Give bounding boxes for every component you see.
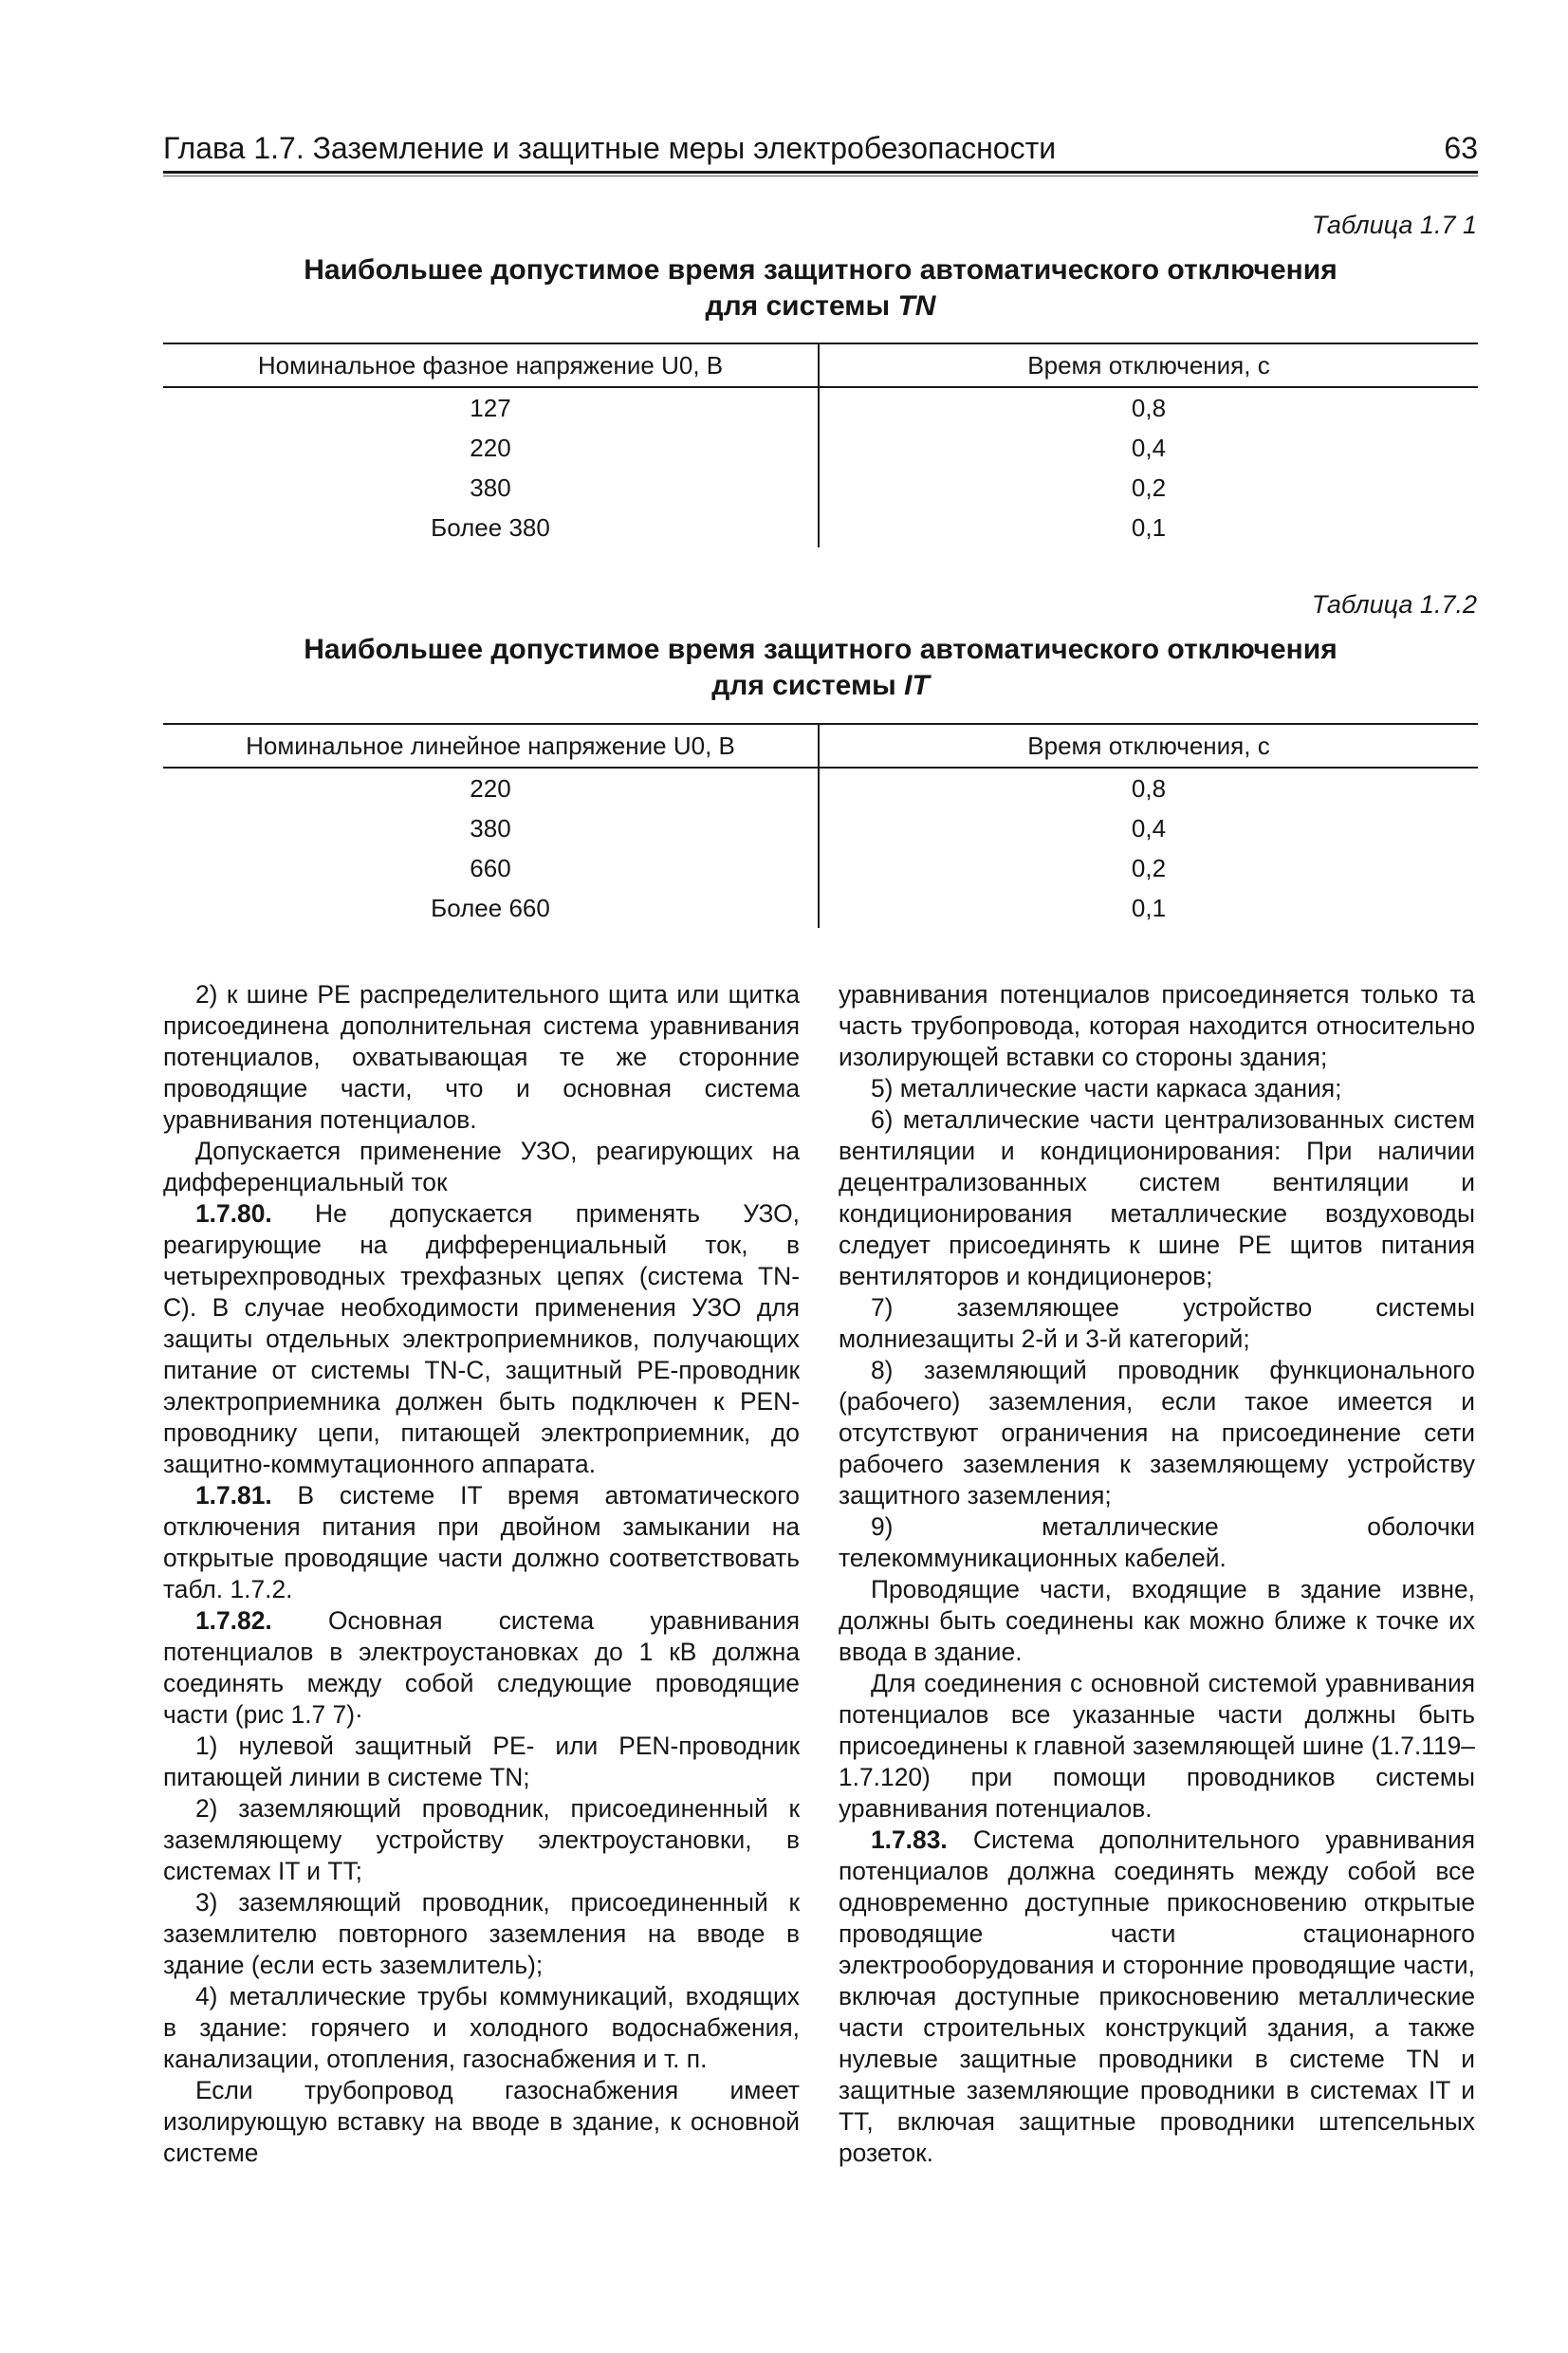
- paragraph: 1) нулевой защитный PE- или PEN-проводник питающей линии в системе TN;: [163, 1732, 800, 1791]
- paragraph: Допускается применение УЗО, реагирующих на дифференциальный ток: [163, 1137, 800, 1196]
- table1-title: [163, 252, 1478, 324]
- table1-caption: Таблица 1.7 1: [1311, 211, 1477, 239]
- paragraph: уравнивания потенциалов присоединяется только та часть трубопровода, которая находится относительно изолирующей вставки со стороны здания;: [839, 980, 1475, 1071]
- table-cell-voltage: 380: [163, 808, 819, 848]
- page-number: 63: [1444, 131, 1478, 165]
- table-row: [163, 888, 1478, 928]
- table2-title-prefix: для системы: [711, 670, 905, 701]
- paragraph: Если трубопровод газоснабжения имеет изолирующую вставку на вводе в здание, к основной системе: [163, 2076, 800, 2167]
- table-cell-time: 0,1: [1131, 893, 1167, 922]
- table-row: [163, 387, 1478, 428]
- table1-title-system: TN: [897, 290, 936, 322]
- table-cell-voltage: 660: [163, 848, 819, 888]
- table1-title-line2: [163, 288, 1478, 324]
- table2-title: [163, 632, 1478, 704]
- table2-title-line1: Наибольшее допустимое время защитного автоматического отключения: [304, 634, 1337, 665]
- paragraph: 4) металлические трубы коммуникаций, входящих в здание: горячего и холодного водоснабжения, канализации, отопления, газоснабжения и т. п.: [163, 1982, 800, 2073]
- paragraph: 2) заземляющий проводник, присоединенный к заземляющему устройству электроустановки, в системах IT и TT;: [163, 1794, 800, 1885]
- paragraph: 2) к шине PE распределительного щита или щитка присоединена дополнительная система уравнивания потенциалов, охватывающая те же сторонние проводящие части, что и основная система уравнивания потенциалов.: [163, 980, 800, 1134]
- clause-text: Система дополнительного уравнивания потенциалов должна соединять между собой все одновременно доступные прикосновению открытые проводящие части стационарного электрооборудования и сторонние проводящие части, включая доступные прикосновению металлические части строительных конструкций здания, а также нулевые защитные проводники в системе TN и защитные заземляющие проводники в системах IT и TT, включая защитные проводники штепсельных розеток.: [839, 1825, 1475, 2167]
- paragraph: 6) металлические части централизованных систем вентиляции и кондиционирования: При наличии децентрализованных систем вентиляции и кондиционирования металлические воздуховоды следует присоединять к шине PE щитов питания вентиляторов и кондиционеров;: [839, 1105, 1475, 1290]
- table-cell-time: 0,2: [1131, 853, 1167, 882]
- clause-text: В системе IT время автоматического отключения питания при двойном замыкании на открытые проводящие части должно соответствовать табл. 1.7.2.: [163, 1481, 800, 1603]
- paragraph: 3) заземляющий проводник, присоединенный к заземлителю повторного заземления на вводе в здание (если есть заземлитель);: [163, 1888, 800, 1979]
- table1-title-line1: Наибольшее допустимое время защитного автоматического отключения: [304, 254, 1337, 286]
- table2-header-row: [163, 724, 1478, 768]
- table2-title-line2: [163, 668, 1478, 704]
- table-cell-voltage: 220: [163, 428, 819, 468]
- clause-text: Основная система уравнивания потенциалов в электроустановках до 1 кВ должна соединять между собой следующие проводящие части (рис 1.7 7)·: [163, 1606, 800, 1729]
- table-row: [163, 468, 1478, 508]
- table-cell-time: 0,8: [1131, 393, 1167, 422]
- table-cell-time: 0,8: [1131, 773, 1167, 803]
- table-row: [163, 848, 1478, 888]
- table1: [163, 343, 1478, 547]
- clause-number: 1.7.83.: [871, 1825, 948, 1854]
- paragraph: Проводящие части, входящие в здание извне, должны быть соединены как можно ближе к точке их ввода в здание.: [839, 1575, 1475, 1666]
- chapter-title: Глава 1.7. Заземление и защитные меры электробезопасности: [163, 131, 1057, 165]
- table2-caption: Таблица 1.7.2: [1311, 590, 1477, 619]
- paragraph: 5) металлические части каркаса здания;: [871, 1074, 1342, 1102]
- table-cell-time: 0,4: [1131, 813, 1167, 843]
- table2: [163, 723, 1478, 928]
- body-column-left: [163, 979, 800, 2169]
- table1-title-prefix: для системы: [705, 290, 898, 322]
- table-row: [163, 768, 1478, 808]
- table-row: [163, 808, 1478, 848]
- table1-header-row: [163, 343, 1478, 387]
- table-cell-time: 0,1: [1131, 512, 1167, 542]
- table2-title-system: IT: [904, 670, 930, 701]
- clause-paragraph: [839, 1825, 1475, 2169]
- clause-paragraph: [163, 1605, 800, 1731]
- clause-paragraph: [163, 1480, 800, 1605]
- paragraph: 7) заземляющее устройство системы молниезащиты 2-й и 3-й категорий;: [839, 1293, 1475, 1353]
- table-row: [163, 508, 1478, 547]
- clause-number: 1.7.82.: [195, 1606, 272, 1635]
- table-cell-voltage: Более 660: [163, 888, 819, 928]
- table-cell-time: 0,4: [1131, 433, 1167, 462]
- paragraph: 8) заземляющий проводник функционального (рабочего) заземления, если такое имеется и отсутствуют ограничения на присоединение сети рабочего заземления к заземляющему устройству защитного заземления;: [839, 1356, 1475, 1510]
- table1-col2-header: Время отключения, с: [819, 343, 1478, 387]
- clause-paragraph: [163, 1198, 800, 1480]
- table1-col1-header: Номинальное фазное напряжение U0, В: [163, 343, 819, 387]
- clause-number: 1.7.81.: [195, 1481, 272, 1510]
- table-cell-voltage: Более 380: [163, 508, 819, 547]
- table-cell-voltage: 380: [163, 468, 819, 508]
- table-cell-time: 0,2: [1131, 472, 1167, 502]
- clause-text: Не допускается применять УЗО, реагирующие на дифференциальный ток, в четырехпроводных трехфазных цепях (система TN-C). В случае необходимости применения УЗО для защиты отдельных электроприемников, получающих питание от системы TN-C, защитный PE-проводник электроприемника должен быть подключен к PEN-проводнику цепи, питающей электроприемник, до защитно-коммутационного аппарата.: [163, 1199, 800, 1478]
- table-cell-voltage: 220: [163, 768, 819, 808]
- clause-number: 1.7.80.: [195, 1199, 272, 1228]
- paragraph: Для соединения с основной системой уравнивания потенциалов все указанные части должны быть присоединены к главной заземляющей шине (1.7.119–1.7.120) при помощи проводников системы уравнивания потенциалов.: [839, 1669, 1475, 1823]
- body-column-right: [839, 979, 1475, 2169]
- table-cell-voltage: 127: [163, 387, 819, 428]
- table-row: [163, 428, 1478, 468]
- paragraph: 9) металлические оболочки телекоммуникационных кабелей.: [839, 1512, 1475, 1572]
- running-header: [163, 125, 1478, 174]
- table2-col2-header: Время отключения, с: [819, 724, 1478, 768]
- table2-col1-header: Номинальное линейное напряжение U0, В: [163, 724, 819, 768]
